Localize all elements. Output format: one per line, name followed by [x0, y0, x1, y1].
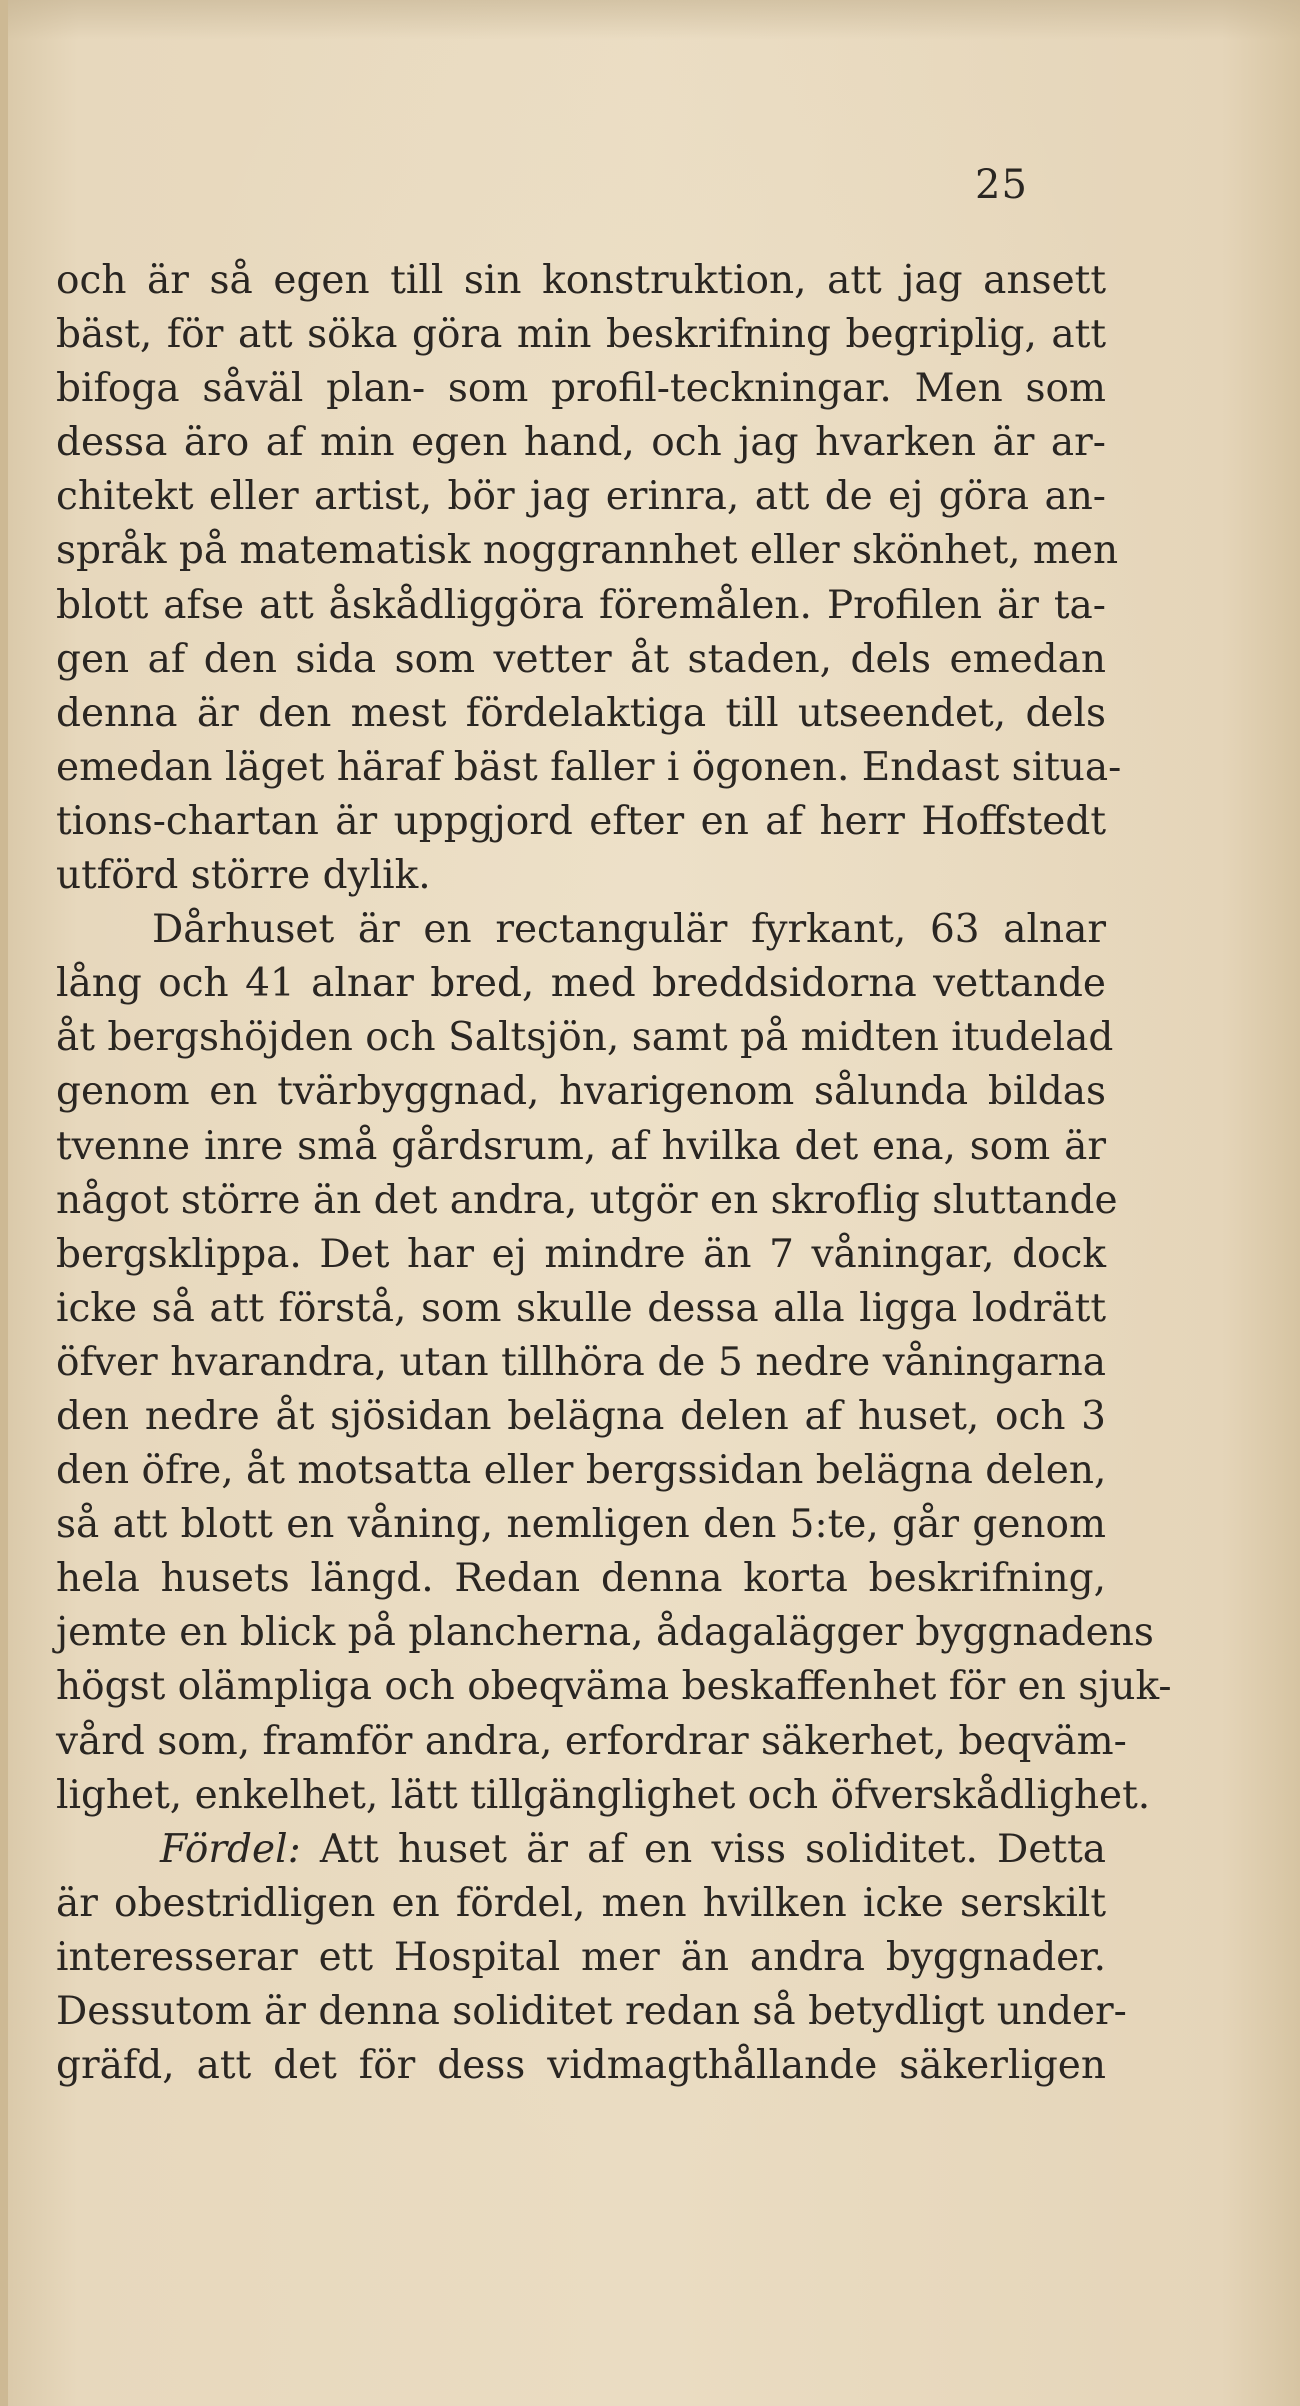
text-line-2: bäst, för att söka göra min beskrifning begriplig, att [56, 312, 1106, 358]
text-line-1: och är så egen till sin konstruktion, att jag ansett [56, 258, 1106, 303]
text-line-6: språk på matematisk noggrannhet eller skönhet, men [56, 528, 1119, 574]
text-line-28: vård som, framför andra, erfordrar säkerhet, beqväm- [56, 1718, 1127, 1764]
text-line-13: Dårhuset är en rectangulär fyrkant, 63 alnar [152, 907, 1106, 953]
text-line-16: genom en tvärbyggnad, hvarigenom sålunda bildas [56, 1069, 1106, 1115]
body-text [56, 254, 1172, 2093]
text-line-3: bifoga såväl plan- som profil-teckningar. Men som [56, 366, 1106, 412]
text-line-32: interesserar ett Hospital mer än andra byggnader. [56, 1934, 1106, 1980]
text-line-23: den öfre, åt motsatta eller bergssidan belägna delen, [56, 1448, 1107, 1494]
text-line-8: gen af den sida som vetter åt staden, dels emedan [56, 636, 1106, 682]
text-line-30-rest: Att huset är af en viss soliditet. Detta [319, 1826, 1106, 1872]
text-line-4: dessa äro af min egen hand, och jag hvarken är ar- [56, 420, 1106, 466]
text-line-12: utförd större dylik. [56, 853, 431, 899]
text-line-14: lång och 41 alnar bred, med breddsidorna vettande [56, 961, 1106, 1007]
text-line-11: tions-chartan är uppgjord efter en af herr Hoffstedt [56, 798, 1106, 844]
text-line-18: något större än det andra, utgör en skroflig sluttande [56, 1177, 1118, 1223]
text-line-24: så att blott en våning, nemligen den 5:te, går genom [56, 1502, 1106, 1548]
text-line-27: högst olämpliga och obeqväma beskaffenhet för en sjuk- [56, 1664, 1172, 1710]
text-line-7: blott afse att åskådliggöra föremålen. Profilen är ta- [56, 582, 1106, 628]
text-line-9: denna är den mest fördelaktiga till utseendet, dels [56, 690, 1106, 736]
text-line-31: är obestridligen en fördel, men hvilken icke serskilt [56, 1880, 1106, 1926]
page-left-edge [0, 0, 8, 2406]
text-line-30 [56, 1823, 1106, 1877]
text-line-25: hela husets längd. Redan denna korta beskrifning, [56, 1556, 1106, 1602]
text-line-33: Dessutom är denna soliditet redan så betydligt under- [56, 1989, 1127, 2034]
text-line-15: åt bergshöjden och Saltsjön, samt på midten itudelad [56, 1015, 1114, 1061]
text-line-34: gräfd, att det för dess vidmagthållande säkerligen [56, 2043, 1106, 2089]
text-line-21: öfver hvarandra, utan tillhöra de 5 nedre våningarna [56, 1339, 1106, 1385]
fordel-label: Fördel: [160, 1826, 301, 1872]
text-line-26: jemte en blick på plancherna, ådagalägger byggnadens [56, 1610, 1154, 1656]
text-line-5: chitekt eller artist, bör jag erinra, att de ej göra an- [56, 474, 1106, 520]
text-line-22: den nedre åt sjösidan belägna delen af huset, och 3 [56, 1393, 1106, 1439]
text-line-20: icke så att förstå, som skulle dessa alla ligga lodrätt [56, 1285, 1106, 1331]
text-line-29: lighet, enkelhet, lätt tillgänglighet och öfverskådlighet. [56, 1772, 1151, 1818]
text-line-17: tvenne inre små gårdsrum, af hvilka det ena, som är [56, 1123, 1106, 1169]
page-top-shadow [0, 0, 1300, 40]
text-line-19: bergsklippa. Det har ej mindre än 7 våningar, dock [56, 1231, 1106, 1277]
page-number: 25 [975, 162, 1028, 208]
text-line-10: emedan läget häraf bäst faller i ögonen. Endast situa- [56, 744, 1122, 790]
